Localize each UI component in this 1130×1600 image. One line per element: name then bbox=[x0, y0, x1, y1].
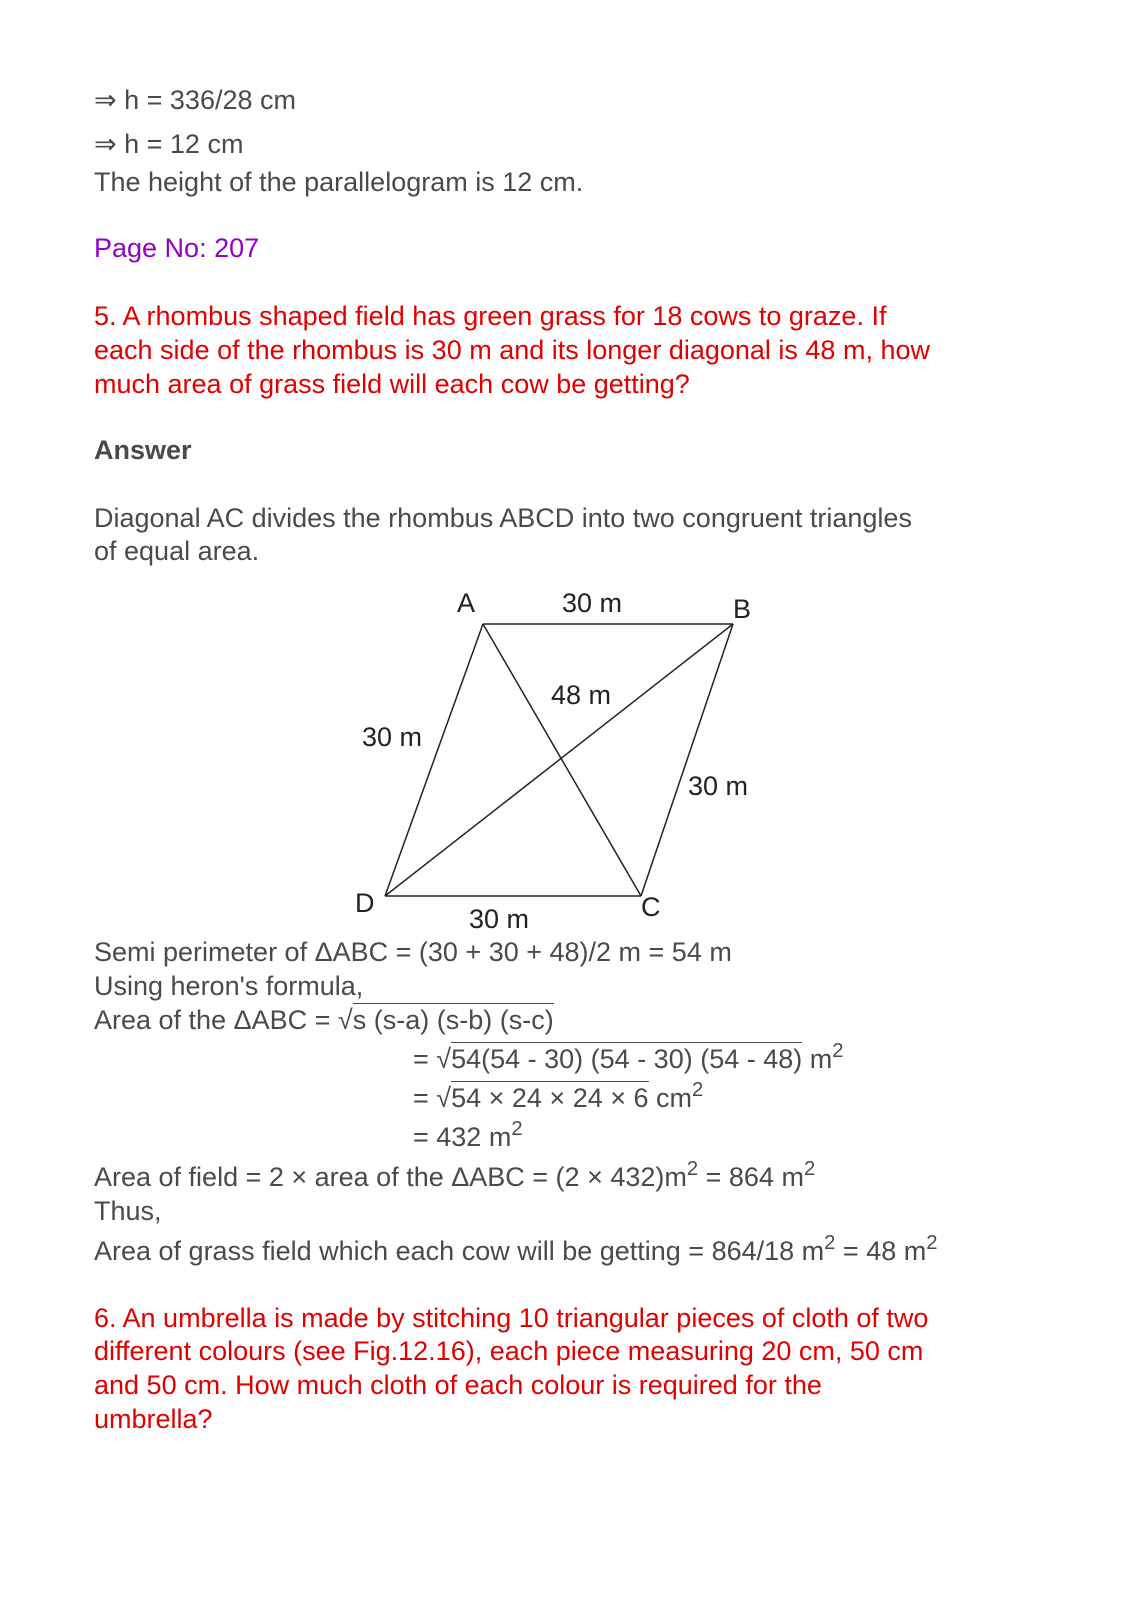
vertex-d-label: D bbox=[355, 888, 375, 918]
question-5-line-2: each side of the rhombus is 30 m and its longer diagonal is 48 m, how bbox=[94, 335, 930, 365]
area-formula-line: Area of the ΔABC = √s (s-a) (s-b) (s-c) bbox=[94, 1005, 554, 1035]
calc-step-3: = 432 $m^2$ bbox=[413, 1117, 523, 1152]
thus-line: Thus, bbox=[94, 1196, 162, 1226]
answer-heading: Answer bbox=[94, 435, 192, 465]
diagonal-label: 48 m bbox=[551, 680, 612, 710]
calc-step-1: = √54(54 - 30) (54 - 30) (54 - 48) $m^2$ bbox=[413, 1039, 844, 1074]
answer-intro-line-1: Diagonal AC divides the rhombus ABCD into two congruent triangles bbox=[94, 503, 912, 533]
equation-line-2: ⇒ h = 12 cm bbox=[94, 129, 244, 159]
answer-intro-line-2: of equal area. bbox=[94, 536, 260, 566]
question-6-line-3: and 50 cm. How much cloth of each colour is required for the bbox=[94, 1370, 822, 1400]
diagonal-ac bbox=[483, 624, 641, 896]
page-number: Page No: 207 bbox=[94, 233, 260, 263]
side-cd-label: 30 m bbox=[469, 904, 530, 934]
conclusion-line: The height of the parallelogram is 12 cm. bbox=[94, 167, 584, 197]
calc-step-2: = √54 × 24 × 24 × 6 $cm^2$ bbox=[413, 1078, 704, 1113]
question-6-line-4: umbrella? bbox=[94, 1404, 213, 1434]
question-6-line-1: 6. An umbrella is made by stitching 10 triangular pieces of cloth of two bbox=[94, 1303, 929, 1333]
question-5-line-3: much area of grass field will each cow be getting? bbox=[94, 369, 690, 399]
question-5-line-1: 5. A rhombus shaped field has green grass for 18 cows to graze. If bbox=[94, 301, 887, 331]
side-da-label: 30 m bbox=[362, 722, 423, 752]
vertex-b-label: B bbox=[733, 594, 752, 624]
diagonal-bd bbox=[385, 624, 733, 896]
vertex-a-label: A bbox=[457, 588, 476, 618]
equation-line-1: ⇒ h = 336/28 cm bbox=[94, 85, 296, 115]
question-6-line-2: different colours (see Fig.12.16), each piece measuring 20 cm, 50 cm bbox=[94, 1336, 924, 1366]
side-bc-label: 30 m bbox=[688, 771, 749, 801]
cow-area-line: Area of grass field which each cow will be getting = 864/18 $m^2 = 48$ $m^2$ bbox=[94, 1231, 938, 1266]
heron-formula-line: Using heron's formula, bbox=[94, 971, 364, 1001]
vertex-c-label: C bbox=[641, 892, 661, 922]
side-da bbox=[385, 624, 483, 896]
side-ab-label: 30 m bbox=[562, 588, 623, 618]
field-area-line: Area of field = 2 × area of the $\Delta ABC = (2 \times 432)m^2 = 864$ $m^2$ bbox=[94, 1157, 816, 1192]
semi-perimeter-line: Semi perimeter of ΔABC = (30 + 30 + 48)/2 m = 54 m bbox=[94, 937, 732, 967]
side-bc bbox=[641, 624, 733, 896]
